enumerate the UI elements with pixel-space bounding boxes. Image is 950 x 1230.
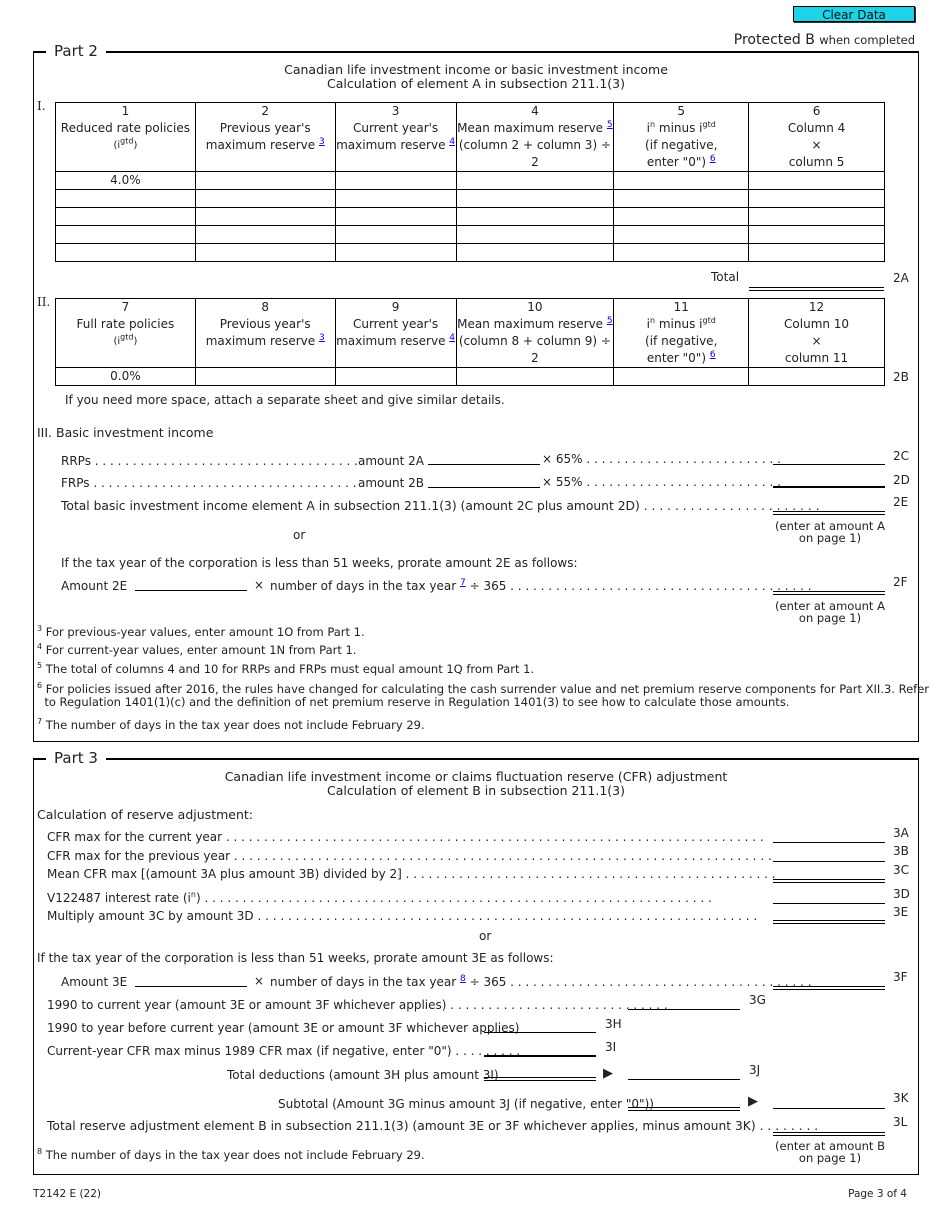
enter-at-a-note-2: (enter at amount A on page 1) <box>775 599 885 625</box>
prorate-3f-field[interactable] <box>773 986 885 990</box>
input-cell[interactable] <box>335 172 456 190</box>
footnote-5-link[interactable]: 5 <box>606 316 613 326</box>
times-sign-2: × <box>254 974 265 988</box>
footnote-6-link[interactable]: 6 <box>709 154 716 164</box>
input-cell[interactable] <box>195 172 335 190</box>
code-2f: 2F <box>893 575 908 589</box>
col-7-header: 7 Full rate policies $(i^{gtd})$ <box>56 299 196 368</box>
col-1-header: 1 Reduced rate policies $(i^{gtd})$ <box>56 103 196 172</box>
cfr-current-field[interactable] <box>773 842 885 843</box>
rate-cell[interactable] <box>56 208 196 226</box>
total-2e-field[interactable] <box>773 511 885 515</box>
footnote-6: $^6$ For policies issued after 2016, the rules have changed for calculating the cash surrender value and net premium reserve components for Part XII.3. Refer to Regulation 1401(1)(c) and the definition of net premium reserve in Regulation 1401(3) to see how to calculate those amounts. <box>37 681 929 709</box>
amount-2e-field[interactable] <box>135 590 247 591</box>
col-5-header: 5 $i^n$ minus $i^{gtd}$ (if negative, enter "0") $^6$ <box>614 103 749 172</box>
protected-suffix: when completed <box>819 33 915 47</box>
frps-result-field[interactable] <box>773 486 885 488</box>
input-cell[interactable] <box>749 172 885 190</box>
input-cell[interactable] <box>614 244 749 262</box>
input-cell[interactable] <box>195 368 335 386</box>
col-10-header: 10 Mean maximum reserve $^5$ (column 8 + column 9) ÷ 2 <box>456 299 614 368</box>
input-cell[interactable] <box>456 190 614 208</box>
total-basic-label: Total basic investment income element A in subsection 211.1(3) (amount 2C plus amount 2D) . . . . . . . . . . . . . . . . . . . . . . . <box>61 499 820 513</box>
code-2c: 2C <box>893 449 910 463</box>
input-cell[interactable] <box>749 244 885 262</box>
code-3h: 3H <box>605 1017 622 1031</box>
days-label-2: number of days in the tax year $^8$ ÷ 365 . . . . . . . . . . . . . . . . . . . . . . . . . . . . . . . . . . . . . . . . <box>270 974 812 989</box>
input-cell[interactable] <box>749 226 885 244</box>
line-3g-label: 1990 to current year (amount 3E or amount 3F whichever applies) . . . . . . . . . . . . . . . . . . . . . . . . . . . . . <box>47 998 668 1012</box>
footnote-3-link[interactable]: 3 <box>318 137 325 147</box>
footnote-3: $^3$ For previous-year values, enter amount 1O from Part 1. <box>37 624 365 639</box>
table-row <box>56 226 885 244</box>
footnote-5: $^5$ The total of columns 4 and 10 for RRPs and FRPs must equal amount 1Q from Part 1. <box>37 661 535 676</box>
code-2e: 2E <box>893 495 909 509</box>
input-cell[interactable] <box>456 208 614 226</box>
arrow-right-icon: ▶ <box>603 1066 613 1081</box>
section-i-label: I. <box>37 99 46 113</box>
part-3-heading-line1: Canadian life investment income or claims fluctuation reserve (CFR) adjustment <box>224 769 728 784</box>
line-3h-field[interactable] <box>484 1032 596 1033</box>
frps-amount-label: amount 2B <box>358 476 424 490</box>
footnote-4: $^4$ For current-year values, enter amount 1N from Part 1. <box>37 642 357 657</box>
multiply-label: Multiply amount 3C by amount 3D . . . . . . . . . . . . . . . . . . . . . . . . . . . . . . . . . . . . . . . . . . . . . . . . . . . . . . . . . . . . . . . . . . <box>47 909 758 923</box>
subtotal-field[interactable] <box>628 1107 740 1111</box>
line-3k-label: Subtotal (Amount 3G minus amount 3J (if negative, enter "0")) <box>278 1097 654 1111</box>
protected-label: Protected B <box>733 32 815 48</box>
part-2-title: Part 2 <box>46 42 106 60</box>
col-12-header: 12 Column 10 × column 11 <box>749 299 885 368</box>
footnote-6-link[interactable]: 6 <box>709 350 716 360</box>
input-cell[interactable] <box>335 208 456 226</box>
input-cell[interactable] <box>749 368 885 386</box>
input-cell[interactable] <box>195 208 335 226</box>
table-row <box>56 368 885 386</box>
rate-cell[interactable] <box>56 244 196 262</box>
line-3j-field[interactable] <box>628 1079 740 1080</box>
col-8-header: 8 Previous year's maximum reserve $^3$ <box>195 299 335 368</box>
more-space-note: If you need more space, attach a separate sheet and give similar details. <box>65 393 505 407</box>
line-3i-label: Current-year CFR max minus 1989 CFR max (if negative, enter "0") . . . . . . . . . <box>47 1044 521 1058</box>
code-3d: 3D <box>893 887 910 901</box>
table-header-row <box>56 103 885 172</box>
col-2-header: 2 Previous year's maximum reserve $^3$ <box>195 103 335 172</box>
rate-cell[interactable]: 0.0% <box>56 368 196 386</box>
input-cell[interactable] <box>614 368 749 386</box>
calc-reserve-title: Calculation of reserve adjustment: <box>37 807 253 822</box>
code-3a: 3A <box>893 826 909 840</box>
input-cell[interactable] <box>456 172 614 190</box>
code-3c: 3C <box>893 863 910 877</box>
multiply-3e-field[interactable] <box>773 920 885 924</box>
code-2b: 2B <box>893 370 909 384</box>
rate-cell[interactable]: 4.0% <box>56 172 196 190</box>
frps-rate: × 55% . . . . . . . . . . . . . . . . . . . . . . . . . . <box>542 475 781 489</box>
total-reserve-3l-field[interactable] <box>773 1132 885 1136</box>
input-cell[interactable] <box>335 190 456 208</box>
section-ii-label: II. <box>37 295 51 309</box>
full-rate-table <box>55 298 885 386</box>
prorate-3e-text: If the tax year of the corporation is less than 51 weeks, prorate amount 3E as follows: <box>37 951 554 965</box>
form-id: T2142 E (22) <box>33 1188 101 1200</box>
footnote-4-link[interactable]: 4 <box>449 333 456 343</box>
prorate-2f-field[interactable] <box>773 591 885 595</box>
code-3e: 3E <box>893 905 909 919</box>
line-3l-label: Total reserve adjustment element B in subsection 211.1(3) (amount 3E or 3F whichever applies, minus amount 3K) . . . . . . . . <box>47 1119 819 1133</box>
reduced-rate-table <box>55 102 885 262</box>
code-2d: 2D <box>893 473 910 487</box>
col-9-header: 9 Current year's maximum reserve $^4$ <box>335 299 456 368</box>
part-2-heading-line2: Calculation of element A in subsection 211.1(3) <box>327 76 625 91</box>
input-cell[interactable] <box>335 368 456 386</box>
total-label: Total <box>711 270 740 284</box>
or-label: or <box>293 528 306 542</box>
code-3i: 3I <box>605 1040 617 1054</box>
clear-data-button[interactable]: Clear Data <box>793 6 915 22</box>
code-3l: 3L <box>893 1115 908 1129</box>
line-3g-field[interactable] <box>628 1009 740 1010</box>
part-3-heading-line2: Calculation of element B in subsection 211.1(3) <box>326 783 626 798</box>
input-cell[interactable] <box>749 190 885 208</box>
table-row <box>56 190 885 208</box>
col-3-header: 3 Current year's maximum reserve $^4$ <box>335 103 456 172</box>
line-3h-label: 1990 to year before current year (amount 3E or amount 3F whichever applies) <box>47 1021 520 1035</box>
enter-at-a-note: (enter at amount A on page 1) <box>775 519 885 545</box>
times-sign: × <box>254 578 265 592</box>
line-3k-field[interactable] <box>773 1108 885 1109</box>
code-2a: 2A <box>893 271 909 285</box>
mean-cfr-label: Mean CFR max [(amount 3A plus amount 3B) divided by 2] . . . . . . . . . . . . . . . . . . . . . . . . . . . . . . . . . . . . . . . . . . . . . . . . . <box>47 867 776 881</box>
rrps-result-field[interactable] <box>773 464 885 465</box>
table-row <box>56 244 885 262</box>
enter-at-b-note: (enter at amount B on page 1) <box>775 1139 885 1165</box>
amount-3e-field[interactable] <box>135 986 247 987</box>
input-cell[interactable] <box>335 244 456 262</box>
rrps-amount-field[interactable] <box>428 464 540 465</box>
input-cell[interactable] <box>614 172 749 190</box>
mean-cfr-field[interactable] <box>773 879 885 883</box>
input-cell[interactable] <box>614 226 749 244</box>
footnote-8-link[interactable]: 8 <box>460 974 466 984</box>
interest-rate-field[interactable] <box>773 903 885 904</box>
amount-2e-label: Amount 2E <box>61 579 128 593</box>
input-cell[interactable] <box>749 208 885 226</box>
total-2a-field[interactable] <box>749 287 884 291</box>
part-2-heading-line1: Canadian life investment income or basic investment income <box>284 62 668 77</box>
col-6-header: 6 Column 4 × column 5 <box>749 103 885 172</box>
col-11-header: 11 $i^n$ minus $i^{gtd}$ (if negative, enter "0") $^6$ <box>614 299 749 368</box>
input-cell[interactable] <box>456 226 614 244</box>
table-header-row <box>56 299 885 368</box>
rrps-rate: × 65% . . . . . . . . . . . . . . . . . . . . . . . . . . <box>542 452 781 466</box>
page-number: Page 3 of 4 <box>848 1188 907 1200</box>
footnote-8: $^8$ The number of days in the tax year does not include February 29. <box>37 1147 425 1162</box>
code-3g: 3G <box>749 993 766 1007</box>
part-2-heading <box>34 63 918 91</box>
cfr-previous-label: CFR max for the previous year . . . . . . . . . . . . . . . . . . . . . . . . . . . . . . . . . . . . . . . . . . . . . . . . . . . . . . . . . . . . . . . . . . . . . . . <box>47 849 772 863</box>
input-cell[interactable] <box>195 226 335 244</box>
part-3-heading <box>34 770 918 798</box>
rrps-label: RRPs . . . . . . . . . . . . . . . . . . . . . . . . . . . . . . . . . . . <box>61 454 358 468</box>
cfr-previous-field[interactable] <box>773 861 885 862</box>
input-cell[interactable] <box>195 190 335 208</box>
protected-b-label <box>734 32 915 48</box>
col-4-header: 4 Mean maximum reserve $^5$ (column 2 + column 3) ÷ 2 <box>456 103 614 172</box>
days-label: number of days in the tax year $^7$ ÷ 365 . . . . . . . . . . . . . . . . . . . . . . . . . . . . . . . . . . . . . . . . <box>270 578 812 593</box>
rrps-amount-label: amount 2A <box>358 454 424 468</box>
arrow-right-icon: ▶ <box>748 1094 758 1109</box>
footnote-7: $^7$ The number of days in the tax year does not include February 29. <box>37 717 425 732</box>
rate-cell[interactable] <box>56 190 196 208</box>
footnote-5-link[interactable]: 5 <box>606 120 613 130</box>
table-row <box>56 208 885 226</box>
prorate-2e-text: If the tax year of the corporation is less than 51 weeks, prorate amount 2E as follows: <box>61 556 578 570</box>
interest-rate-label: V122487 interest rate $(i^n)$ . . . . . . . . . . . . . . . . . . . . . . . . . . . . . . . . . . . . . . . . . . . . . . . . . . . . . . . . . . . . . . . . . . . <box>47 890 712 905</box>
input-cell[interactable] <box>456 244 614 262</box>
footnote-7-link[interactable]: 7 <box>460 578 466 588</box>
input-cell[interactable] <box>195 244 335 262</box>
part-3-title: Part 3 <box>46 749 106 767</box>
footnote-4-link[interactable]: 4 <box>449 137 456 147</box>
total-deductions-field[interactable] <box>484 1077 596 1081</box>
frps-label: FRPs . . . . . . . . . . . . . . . . . . . . . . . . . . . . . . . . . . . <box>61 476 357 490</box>
line-3j-label: Total deductions (amount 3H plus amount 3I) <box>227 1068 499 1082</box>
table-row <box>56 172 885 190</box>
amount-3e-label: Amount 3E <box>61 975 128 989</box>
code-3b: 3B <box>893 844 909 858</box>
input-cell[interactable] <box>614 208 749 226</box>
frps-amount-field[interactable] <box>428 487 540 488</box>
code-3f: 3F <box>893 970 908 984</box>
input-cell[interactable] <box>456 368 614 386</box>
section-iii-title: III. Basic investment income <box>37 425 214 440</box>
input-cell[interactable] <box>614 190 749 208</box>
code-3j: 3J <box>749 1063 761 1077</box>
input-cell[interactable] <box>335 226 456 244</box>
rate-cell[interactable] <box>56 226 196 244</box>
footnote-3-link[interactable]: 3 <box>318 333 325 343</box>
cfr-current-label: CFR max for the current year . . . . . . . . . . . . . . . . . . . . . . . . . . . . . . . . . . . . . . . . . . . . . . . . . . . . . . . . . . . . . . . . . . . . . . . <box>47 830 764 844</box>
code-3k: 3K <box>893 1091 909 1105</box>
or-label-2: or <box>479 929 492 943</box>
line-3i-field[interactable] <box>484 1055 596 1057</box>
